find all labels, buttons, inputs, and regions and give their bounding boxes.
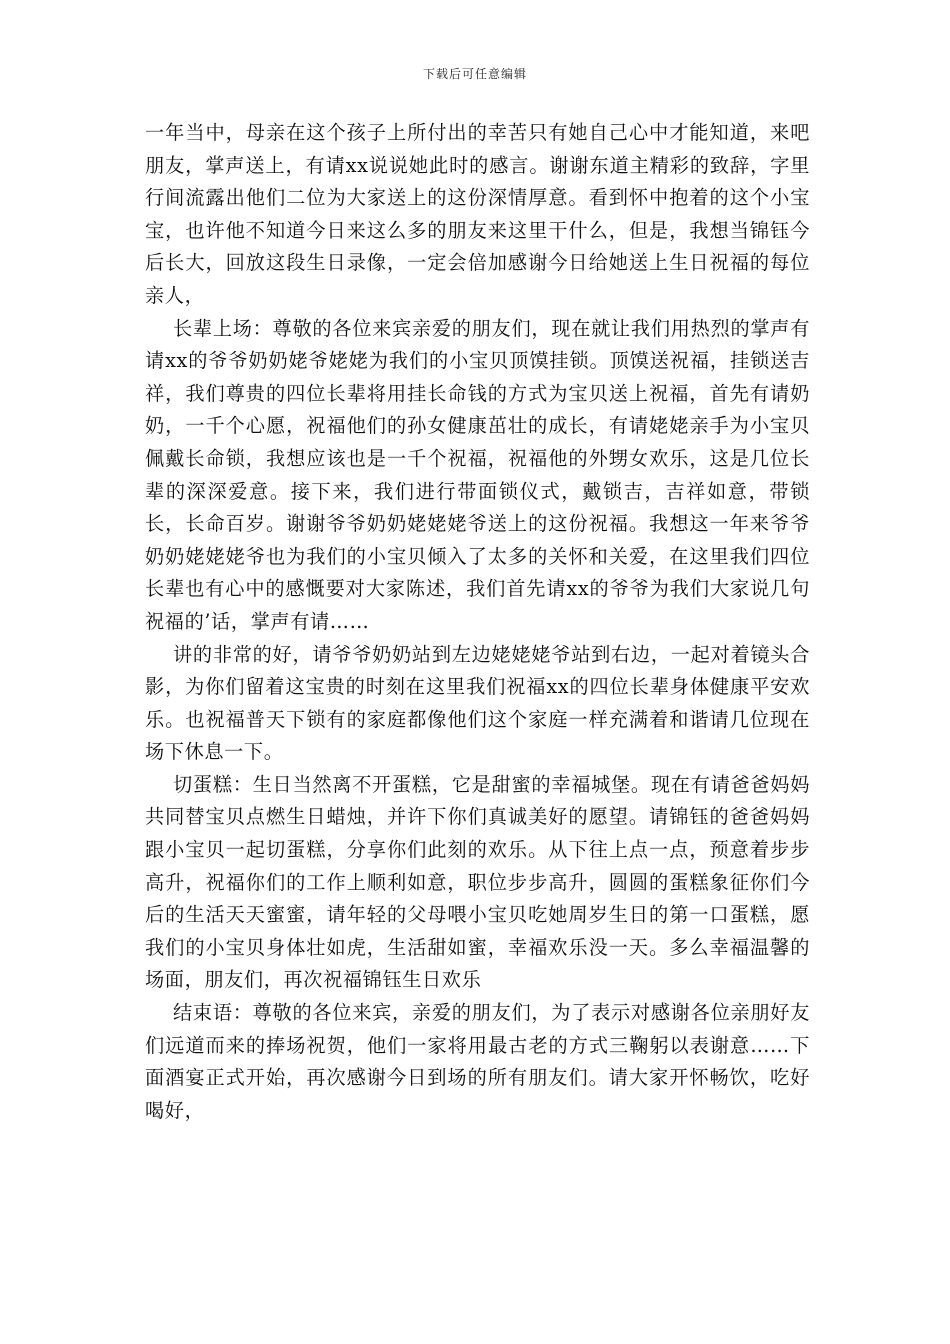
paragraph-closing: 结束语：尊敬的各位来宾，亲爱的朋友们，为了表示对感谢各位亲朋好友们远道而来的捧场祝贺，他们一家将用最古老的方式三鞠躬以表谢意……下面酒宴正式开始，再次感谢今日到场的所有朋友们。请大家开怀畅饮，吃好喝好，: [145, 1001, 810, 1122]
paragraph-elders: 长辈上场：尊敬的各位来宾亲爱的朋友们，现在就让我们用热烈的掌声有请xx的爷爷奶奶姥爷姥姥为我们的小宝贝顶馍挂锁。顶馍送祝福，挂锁送吉祥，我们尊贵的四位长辈将用挂长命钱的方式为宝贝送上祝福，首先有请奶奶，一千个心愿，祝福他们的孙女健康茁壮的成长，有请姥姥亲手为小宝贝佩戴长命锁，我想应该也是一千个祝福，祝福他的外甥女欢乐，这是几位长辈的深深爱意。接下来，我们进行带面锁仪式，戴锁吉，吉祥如意，带锁长，长命百岁。谢谢爷爷奶奶姥姥姥爷送上的这份祝福。我想这一年来爷爷奶奶姥姥姥爷也为我们的小宝贝倾入了太多的关怀和关爱，在这里我们四位长辈也有心中的感慨要对大家陈述，我们首先请xx的爷爷为我们大家说几句祝福的’话，掌声有请……: [145, 316, 810, 633]
paragraph-photo: 讲的非常的好，请爷爷奶奶站到左边姥姥姥爷站到右边，一起对着镜头合影，为你们留着这宝贵的时刻在这里我们祝福xx的四位长辈身体健康平安欢乐。也祝福普天下锁有的家庭都像他们这个家庭一样充满着和谐请几位现在场下休息一下。: [145, 642, 810, 764]
document-body: [145, 117, 810, 1127]
paragraph-opening: 一年当中，母亲在这个孩子上所付出的幸苦只有她自己心中才能知道，来吧朋友，掌声送上，有请xx说说她此时的感言。谢谢东道主精彩的致辞，字里行间流露出他们二位为大家送上的这份深情厚意。看到怀中抱着的这个小宝宝，也许他不知道今日来这么多的朋友来这里干什么，但是，我想当锦钰今后长大，回放这段生日录像，一定会倍加感谢今日给她送上生日祝福的每位亲人，: [145, 121, 810, 307]
paragraph-cake: 切蛋糕：生日当然离不开蛋糕，它是甜蜜的幸福城堡。现在有请爸爸妈妈共同替宝贝点燃生日蜡烛，并许下你们真诚美好的愿望。请锦钰的爸爸妈妈跟小宝贝一起切蛋糕，分享你们此刻的欢乐。从下往上点一点，预意着步步高升，祝福你们的工作上顺利如意，职位步步高升，圆圆的蛋糕象征你们今后的生活天天蜜蜜，请年轻的父母喂小宝贝吃她周岁生日的第一口蛋糕，愿我们的小宝贝身体壮如虎，生活甜如蜜，幸福欢乐没一天。多么幸福温馨的场面，朋友们，再次祝福锦钰生日欢乐: [145, 772, 810, 992]
header-note: 下载后可任意编辑: [422, 67, 527, 81]
